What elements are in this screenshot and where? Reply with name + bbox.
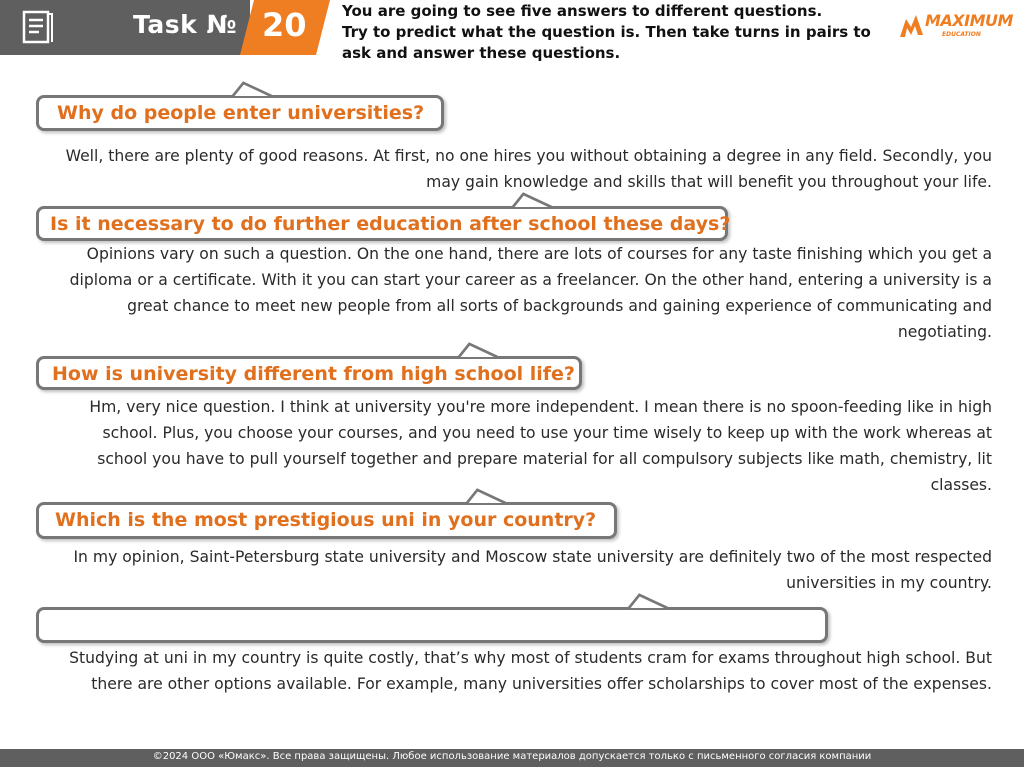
question-bubble-3 — [36, 356, 582, 390]
answer-line: Studying at uni in my country is quite costly, that’s why most of students cram for exams throughout high school. But — [69, 649, 992, 667]
answer-line: there are other options available. For example, many universities offer scholarships to cover most of the expenses. — [91, 675, 992, 693]
answer-line: Opinions vary on such a question. On the one hand, there are lots of courses for any taste finishing which you get a — [86, 245, 992, 263]
bubble-tail — [456, 343, 502, 357]
footer-bar — [0, 749, 1024, 767]
question-text: Why do people enter universities? — [57, 102, 425, 124]
question-bubble-4 — [36, 502, 617, 539]
question-text: Which is the most prestigious uni in your country? — [55, 509, 597, 531]
instruction-line: You are going to see five answers to different questions. — [342, 2, 823, 20]
answer-line: may gain knowledge and skills that will benefit you throughout your life. — [426, 173, 992, 191]
answer-line: Well, there are plenty of good reasons. At first, no one hires you without obtaining a degree in any field. Secondly, you — [65, 147, 992, 165]
answer-5 — [30, 645, 992, 697]
instruction-line: ask and answer these questions. — [342, 44, 621, 62]
answer-line: school. Plus, you choose your courses, and you need to use your time wisely to keep up with the work whereas at — [102, 424, 992, 442]
copyright-text: ©2024 ООО «Юмакс». Все права защищены. Любое использование материалов допускается только с письменного согласия компании — [152, 751, 872, 762]
bubble-tail — [626, 594, 672, 608]
logo-wordmark: MAXIMUM — [925, 11, 1013, 30]
answer-3 — [30, 394, 992, 498]
answer-4 — [30, 544, 992, 596]
question-text: Is it necessary to do further education after school these days? — [50, 213, 731, 235]
instructions — [342, 1, 882, 64]
question-bubble-5 — [36, 607, 828, 643]
answer-line: In my opinion, Saint-Petersburg state university and Moscow state university are definitely two of the most respected — [73, 548, 992, 566]
task-number: 20 — [262, 6, 307, 44]
document-icon — [22, 10, 54, 44]
bubble-tail — [230, 82, 276, 96]
bubble-tail — [464, 489, 510, 503]
answer-line: school you have to pull yourself together and prepare material for all compulsory subjects like math, chemistry, lit — [97, 450, 992, 468]
logo-subtitle: EDUCATION — [942, 31, 981, 38]
answer-line: negotiating. — [897, 323, 992, 341]
logo-mark-icon — [897, 9, 927, 43]
task-label: Task № — [133, 10, 237, 39]
answer-line: diploma or a certificate. With it you can start your career as a freelancer. On the other hand, entering a university is a — [69, 271, 992, 289]
answer-1 — [30, 143, 992, 195]
answer-line: great chance to meet new people from all sorts of backgrounds and gaining experience of communicating and — [127, 297, 992, 315]
answer-line: classes. — [930, 476, 992, 494]
question-bubble-1 — [36, 95, 444, 131]
question-bubble-2 — [36, 206, 731, 241]
answer-line: universities in my country. — [786, 574, 992, 592]
instruction-line: Try to predict what the question is. Then take turns in pairs to — [342, 23, 871, 41]
answer-line: Hm, very nice question. I think at university you're more independent. I mean there is no spoon-feeding like in high — [89, 398, 992, 416]
question-text: How is university different from high school life? — [52, 363, 575, 385]
answer-2 — [30, 241, 992, 345]
maximum-logo — [897, 9, 1013, 45]
bubble-tail — [510, 193, 556, 207]
